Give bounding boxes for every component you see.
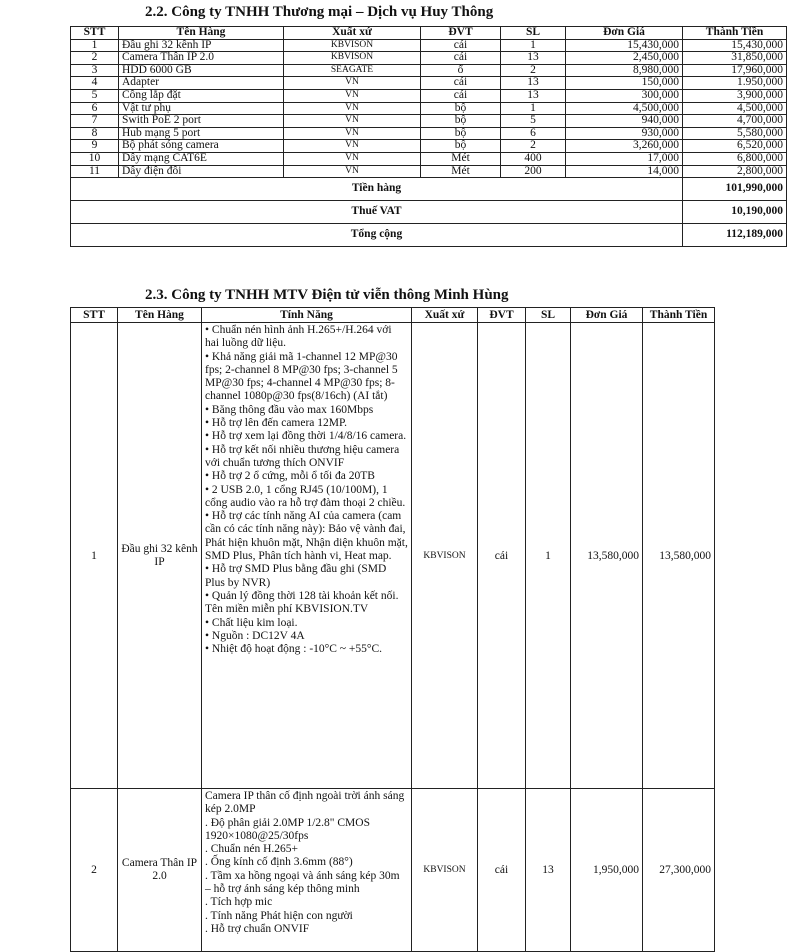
cell-thanh-tien: 5,580,000 [683,127,787,140]
cell-dvt: bộ [421,115,501,128]
vat-value: 10,190,000 [683,201,787,224]
cell-don-gia: 13,580,000 [571,323,643,789]
header-thanh-tien: Thành Tiền [643,308,715,323]
cell-stt: 10 [71,152,119,165]
cell-ten-hang: Đầu ghi 32 kênh IP [118,323,202,789]
cell-stt: 4 [71,77,119,90]
cell-stt: 2 [71,52,119,65]
cell-sl: 6 [501,127,566,140]
header-thanh-tien: Thành Tiền [683,27,787,40]
cell-dvt: bộ [421,102,501,115]
cell-ten-hang: Công lắp đặt [119,89,284,102]
cell-sl: 1 [501,39,566,52]
cell-ten-hang: Hub mạng 5 port [119,127,284,140]
cell-ten-hang: HDD 6000 GB [119,64,284,77]
vat-label: Thuế VAT [71,201,683,224]
cell-sl: 13 [501,89,566,102]
cell-dvt: cái [421,77,501,90]
cell-don-gia: 150,000 [566,77,683,90]
header-dvt: ĐVT [421,27,501,40]
cell-thanh-tien: 6,520,000 [683,140,787,153]
cell-ten-hang: Dây điện đôi [119,165,284,178]
header-ten-hang: Tên Hàng [118,308,202,323]
cell-don-gia: 930,000 [566,127,683,140]
cell-don-gia: 3,260,000 [566,140,683,153]
table-row [71,64,787,77]
section-title-huy-thong: 2.2. Công ty TNHH Thương mại – Dịch vụ Huy Thông [145,4,494,20]
header-xuat-xu: Xuất xứ [412,308,478,323]
table-body [71,39,787,178]
cell-xuat-xu: VN [284,115,421,128]
cell-ten-hang: Đầu ghi 32 kênh IP [119,39,284,52]
cell-stt: 2 [71,789,118,952]
cell-xuat-xu: VN [284,77,421,90]
feature-line: . Tích hợp mic [205,896,273,909]
cell-dvt: cái [421,52,501,65]
cell-ten-hang: Adapter [119,77,284,90]
cell-don-gia: 4,500,000 [566,102,683,115]
table-row [71,52,787,65]
cell-dvt: cái [478,323,526,789]
cell-xuat-xu: KBVISON [412,789,478,952]
cell-sl: 200 [501,165,566,178]
cell-xuat-xu: VN [284,165,421,178]
cell-dvt: bộ [421,127,501,140]
table-row [71,165,787,178]
cell-xuat-xu: KBVISON [412,323,478,789]
feature-line: • Nguồn : DC12V 4A [205,629,305,642]
cell-thanh-tien: 4,700,000 [683,115,787,128]
cell-don-gia: 1,950,000 [571,789,643,952]
cell-thanh-tien: 27,300,000 [643,789,715,952]
cell-thanh-tien: 6,800,000 [683,152,787,165]
table-row [71,127,787,140]
cell-xuat-xu: VN [284,127,421,140]
section-title-minh-hung: 2.3. Công ty TNHH MTV Điện tử viễn thông Minh Hùng [145,287,509,303]
feature-line: • Hỗ trợ các tính năng AI của camera (cam cần có các tính năng này): Bảo vệ vành đai, Phát hiện khuôn mặt, Nhận diện khuôn mặt, SMD Plus, Phân tích hành vi, Heat map. [205,510,408,563]
header-dvt: ĐVT [478,308,526,323]
feature-line: . Tầm xa hồng ngoại và ánh sáng kép 30m – hỗ trợ ánh sáng kép thông minh [205,869,400,896]
cell-don-gia: 300,000 [566,89,683,102]
cell-xuat-xu: VN [284,102,421,115]
table-row [71,39,787,52]
cell-ten-hang: Bộ phát sóng camera [119,140,284,153]
table-row [71,89,787,102]
table-header-row [71,308,715,323]
vat-row [71,201,787,224]
cell-don-gia: 2,450,000 [566,52,683,65]
quote-table-huy-thong [70,26,787,247]
cell-dvt: bộ [421,140,501,153]
cell-sl: 400 [501,152,566,165]
cell-sl: 1 [501,102,566,115]
cell-thanh-tien: 2,800,000 [683,165,787,178]
cell-xuat-xu: KBVISON [284,52,421,65]
cell-thanh-tien: 13,580,000 [643,323,715,789]
table-body [71,323,715,952]
cell-sl: 2 [501,140,566,153]
cell-stt: 1 [71,39,119,52]
table-row [71,115,787,128]
feature-line: . Tính năng Phát hiện con người [205,909,353,922]
cell-dvt: ổ [421,64,501,77]
table-row [71,102,787,115]
header-don-gia: Đơn Giá [566,27,683,40]
header-xuat-xu: Xuất xứ [284,27,421,40]
feature-line: . Độ phân giải 2.0MP 1/2.8" CMOS 1920×1080@25/30fps [205,816,370,842]
feature-line: . Chuẩn nén H.265+ [205,843,299,856]
cell-thanh-tien: 4,500,000 [683,102,787,115]
cell-thanh-tien: 15,430,000 [683,39,787,52]
table-row [71,323,715,789]
table-row [71,77,787,90]
feature-line: • Hỗ trợ 2 ổ cứng, mỗi ổ tối đa 20TB [205,470,375,483]
feature-line: • Quản lý đồng thời 128 tài khoản kết nối. Tên miền miễn phí KBVISION.TV [205,589,399,616]
subtotal-value: 101,990,000 [683,178,787,201]
feature-line: • Chuẩn nén hình ảnh H.265+/H.264 với hai luồng dữ liệu. [205,324,392,350]
cell-thanh-tien: 3,900,000 [683,89,787,102]
feature-line: • Băng thông đầu vào max 160Mbps [205,403,374,416]
cell-thanh-tien: 17,960,000 [683,64,787,77]
cell-thanh-tien: 31,850,000 [683,52,787,65]
cell-don-gia: 17,000 [566,152,683,165]
cell-sl: 13 [526,789,571,952]
header-ten-hang: Tên Hàng [119,27,284,40]
cell-don-gia: 14,000 [566,165,683,178]
table-row [71,140,787,153]
header-stt: STT [71,27,119,40]
feature-line: . Ống kính cố định 3.6mm (88°) [205,856,353,869]
table-row [71,789,715,952]
cell-stt: 9 [71,140,119,153]
cell-ten-hang: Camera Thân IP 2.0 [119,52,284,65]
header-stt: STT [71,308,118,323]
feature-line: • Hỗ trợ SMD Plus bằng đầu ghi (SMD Plus by NVR) [205,563,387,589]
cell-don-gia: 8,980,000 [566,64,683,77]
cell-xuat-xu: SEAGATE [284,64,421,77]
header-tinh-nang: Tính Năng [202,308,412,323]
feature-line: • Hỗ trợ kết nối nhiều thương hiệu camera với chuẩn tương thích ONVIF [205,443,400,469]
cell-xuat-xu: VN [284,152,421,165]
cell-thanh-tien: 1.950,000 [683,77,787,90]
cell-sl: 2 [501,64,566,77]
cell-ten-hang: Swith PoE 2 port [119,115,284,128]
header-sl: SL [526,308,571,323]
cell-stt: 8 [71,127,119,140]
header-sl: SL [501,27,566,40]
cell-stt: 1 [71,323,118,789]
feature-line: Camera IP thân cố định ngoài trời ánh sáng kép 2.0MP [205,790,405,816]
total-row [71,224,787,247]
feature-line: • Nhiệt độ hoạt động : -10°C ~ +55°C. [205,643,383,656]
quote-table-minh-hung [70,307,715,952]
cell-ten-hang: Dây mạng CAT6E [119,152,284,165]
cell-tinh-nang [202,789,412,952]
cell-stt: 7 [71,115,119,128]
table-row [71,152,787,165]
total-value: 112,189,000 [683,224,787,247]
cell-dvt: cái [421,39,501,52]
cell-tinh-nang [202,323,412,789]
cell-sl: 13 [501,52,566,65]
cell-don-gia: 940,000 [566,115,683,128]
subtotal-row [71,178,787,201]
table-header-row [71,27,787,40]
cell-sl: 5 [501,115,566,128]
header-don-gia: Đơn Giá [571,308,643,323]
cell-don-gia: 15,430,000 [566,39,683,52]
cell-stt: 5 [71,89,119,102]
cell-stt: 3 [71,64,119,77]
cell-ten-hang: Camera Thân IP 2.0 [118,789,202,952]
feature-line: • 2 USB 2.0, 1 cổng RJ45 (10/100M), 1 cổng audio vào ra hỗ trợ đàm thoại 2 chiều. [205,483,406,509]
cell-dvt: cái [421,89,501,102]
cell-xuat-xu: VN [284,89,421,102]
cell-stt: 11 [71,165,119,178]
feature-line: • Hỗ trợ lên đến camera 12MP. [205,417,348,430]
cell-xuat-xu: KBVISON [284,39,421,52]
cell-stt: 6 [71,102,119,115]
total-label: Tổng cộng [71,224,683,247]
feature-line: . Hỗ trợ chuẩn ONVIF [205,922,310,935]
cell-dvt: Mét [421,165,501,178]
cell-sl: 13 [501,77,566,90]
feature-line: • Khả năng giải mã 1-channel 12 MP@30 fps; 2-channel 8 MP@30 fps; 3-channel 5 MP@30 fps; 4-channel 4 MP@30 fps; 8-channel 1080p@30 fps(8/16ch) (AI tắt) [205,350,398,403]
subtotal-label: Tiền hàng [71,178,683,201]
feature-line: • Chất liệu kim loại. [205,616,298,629]
cell-dvt: cái [478,789,526,952]
cell-sl: 1 [526,323,571,789]
feature-line: • Hỗ trợ xem lại đồng thời 1/4/8/16 camera. [205,430,407,443]
cell-dvt: Mét [421,152,501,165]
cell-xuat-xu: VN [284,140,421,153]
cell-ten-hang: Vật tư phụ [119,102,284,115]
